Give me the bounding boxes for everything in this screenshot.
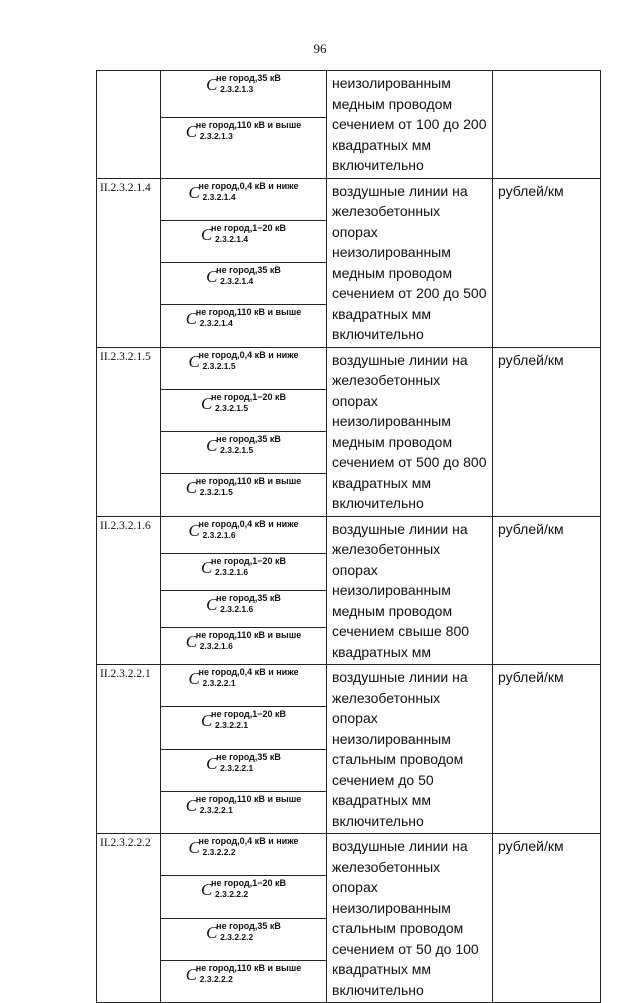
rate-symbol-letter: C (185, 121, 198, 141)
rate-symbol (161, 305, 327, 347)
item-code: II.2.3.2.1.4 (97, 178, 161, 347)
rate-symbol-superscript: не город,0,4 кВ и ниже (198, 349, 299, 360)
rate-symbol (161, 834, 327, 876)
rate-symbol-subscript: 2.3.2.1.6 (215, 566, 249, 577)
item-code (97, 71, 161, 179)
rate-symbol-superscript: не город,35 кВ (216, 920, 281, 931)
rate-symbol-letter: C (185, 795, 198, 815)
table-row (97, 834, 601, 876)
rate-symbol-superscript: не город,110 кВ и выше (195, 119, 302, 130)
rate-symbol-superscript: не город,1−20 кВ (211, 391, 286, 402)
rate-symbol-letter: C (185, 309, 198, 329)
rate-symbol-letter: C (185, 631, 198, 651)
rate-symbol-letter: C (206, 594, 218, 614)
tariff-table (96, 70, 601, 1003)
unit-of-measure: рублей/км (493, 834, 601, 1003)
rate-symbol-subscript: 2.3.2.1.3 (199, 130, 233, 141)
rate-symbol (161, 918, 327, 960)
unit-of-measure: рублей/км (493, 178, 601, 347)
rate-symbol-superscript: не город,0,4 кВ и ниже (198, 180, 299, 191)
rate-symbol (161, 876, 327, 918)
rate-symbol-subscript: 2.3.2.2.1 (215, 720, 249, 731)
rate-symbol-superscript: не город,110 кВ и выше (195, 476, 302, 487)
rate-symbol (161, 749, 327, 791)
rate-symbol-letter: C (206, 267, 218, 286)
rate-symbol-subscript: 2.3.2.1.6 (202, 529, 236, 540)
rate-symbol (161, 791, 327, 833)
unit-of-measure: рублей/км (493, 516, 601, 665)
rate-symbol-letter: C (188, 520, 200, 540)
rate-symbol (161, 220, 327, 262)
rate-symbol-subscript: 2.3.2.2.1 (199, 804, 233, 815)
rate-symbol-subscript: 2.3.2.1.4 (199, 318, 233, 329)
table-body (97, 71, 601, 1003)
rate-symbol (161, 389, 327, 431)
table-row (97, 665, 601, 707)
table-row (97, 516, 601, 553)
rate-symbol-superscript: не город,110 кВ и выше (195, 307, 302, 318)
unit-of-measure (493, 71, 601, 179)
rate-symbol-subscript: 2.3.2.1.6 (199, 640, 233, 651)
rate-symbol-subscript: 2.3.2.1.5 (215, 402, 249, 413)
rate-symbol (161, 553, 327, 590)
rate-symbol (161, 474, 327, 516)
rate-symbol-superscript: не город,1−20 кВ (211, 222, 286, 233)
rate-symbol-letter: C (206, 753, 218, 773)
rate-symbol (161, 960, 327, 1002)
rate-symbol-letter: C (206, 75, 218, 94)
rate-symbol (161, 627, 327, 664)
table-row (97, 71, 601, 118)
rate-symbol-superscript: не город,35 кВ (216, 434, 281, 444)
rate-symbol-superscript: не город,110 кВ и выше (195, 629, 302, 640)
rate-symbol-superscript: не город,110 кВ и выше (195, 793, 302, 804)
rate-symbol-letter: C (185, 478, 198, 498)
line-description: воздушные линии на железобетонных опорах неизолированным медным проводом сечением свыше 800 квадратных мм (327, 516, 493, 665)
rate-symbol-superscript: не город,1−20 кВ (211, 878, 286, 889)
rate-symbol-subscript: 2.3.2.1.4 (215, 233, 249, 244)
rate-symbol-subscript: 2.3.2.1.3 (220, 84, 254, 94)
rate-symbol-letter: C (185, 964, 198, 984)
rate-symbol-superscript: не город,0,4 кВ и ниже (198, 836, 299, 846)
rate-symbol (161, 516, 327, 553)
rate-symbol (161, 178, 327, 220)
rate-symbol-superscript: не город,0,4 кВ и ниже (198, 667, 299, 677)
rate-symbol-letter: C (206, 436, 218, 455)
rate-symbol-subscript: 2.3.2.1.4 (220, 276, 254, 286)
table-row (97, 178, 601, 220)
line-description: воздушные линии на железобетонных опорах неизолированным стальным проводом сечением от 50 до 100 квадратных мм включительно (327, 834, 493, 1003)
line-description: воздушные линии на железобетонных опорах неизолированным медным проводом сечением от 500 до 800 квадратных мм включительно (327, 347, 493, 516)
rate-symbol-superscript: не город,110 кВ и выше (195, 962, 302, 973)
rate-symbol-letter: C (206, 922, 218, 942)
item-code: II.2.3.2.1.5 (97, 347, 161, 516)
line-description: неизолированным медным проводом сечением от 100 до 200 квадратных мм включительно (327, 71, 493, 179)
rate-symbol-superscript: не город,0,4 кВ и ниже (198, 518, 299, 529)
rate-symbol-subscript: 2.3.2.1.5 (199, 487, 233, 498)
rate-symbol (161, 117, 327, 178)
rate-symbol-subscript: 2.3.2.2.1 (202, 678, 236, 688)
rate-symbol (161, 432, 327, 474)
rate-symbol-subscript: 2.3.2.1.5 (220, 445, 254, 455)
rate-symbol-subscript: 2.3.2.2.1 (220, 762, 254, 773)
rate-symbol-subscript: 2.3.2.2.2 (202, 847, 236, 857)
rate-symbol-superscript: не город,1−20 кВ (211, 555, 286, 566)
rate-symbol (161, 590, 327, 627)
rate-symbol-subscript: 2.3.2.1.6 (220, 603, 254, 614)
rate-symbol-letter: C (188, 351, 200, 371)
rate-symbol-letter: C (201, 224, 213, 244)
rate-symbol (161, 707, 327, 749)
rate-symbol-subscript: 2.3.2.2.2 (220, 931, 254, 942)
rate-symbol-letter: C (188, 182, 200, 202)
rate-symbol-subscript: 2.3.2.2.2 (199, 973, 233, 984)
item-code: II.2.3.2.2.2 (97, 834, 161, 1003)
rate-symbol-letter: C (201, 393, 213, 413)
rate-symbol-superscript: не город,1−20 кВ (211, 709, 286, 720)
line-description: воздушные линии на железобетонных опорах неизолированным стальным проводом сечением до 50 квадратных мм включительно (327, 665, 493, 834)
rate-symbol-superscript: не город,35 кВ (216, 265, 281, 275)
rate-symbol (161, 347, 327, 389)
rate-symbol-letter: C (188, 669, 200, 688)
line-description: воздушные линии на железобетонных опорах неизолированным медным проводом сечением от 200 до 500 квадратных мм включительно (327, 178, 493, 347)
rate-symbol-superscript: не город,35 кВ (216, 751, 281, 762)
rate-symbol-letter: C (201, 711, 213, 731)
rate-symbol-superscript: не город,35 кВ (216, 592, 281, 603)
unit-of-measure: рублей/км (493, 347, 601, 516)
page-number: 96 (313, 41, 327, 56)
item-code: II.2.3.2.2.1 (97, 665, 161, 834)
rate-symbol (161, 263, 327, 305)
rate-symbol-letter: C (188, 838, 200, 857)
item-code: II.2.3.2.1.6 (97, 516, 161, 665)
rate-symbol-subscript: 2.3.2.1.5 (202, 360, 236, 371)
rate-symbol (161, 71, 327, 118)
unit-of-measure: рублей/км (493, 665, 601, 834)
rate-symbol-subscript: 2.3.2.1.4 (202, 191, 236, 202)
rate-symbol-letter: C (201, 880, 213, 900)
rate-symbol-letter: C (201, 557, 213, 577)
rate-symbol-superscript: не город,35 кВ (216, 73, 281, 83)
rate-symbol-subscript: 2.3.2.2.2 (215, 889, 249, 900)
table-row (97, 347, 601, 389)
rate-symbol (161, 665, 327, 707)
